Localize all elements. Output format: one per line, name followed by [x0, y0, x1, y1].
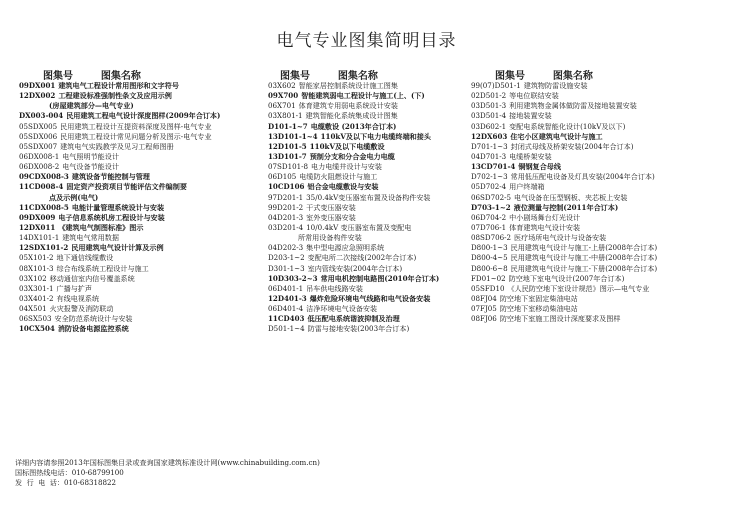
atlas-name: 低压配电系统谐波抑制及治理	[307, 314, 400, 324]
atlas-name: 建筑电气常用数据	[62, 233, 119, 243]
atlas-code: D800-4~5	[471, 253, 508, 263]
catalog-entry	[268, 111, 468, 121]
atlas-name: 体育建筑电气设计安装	[509, 222, 581, 232]
atlas-name: 电气设备在压型钢板、夹芯板上安装	[514, 192, 628, 202]
atlas-code: 10CX504	[19, 324, 55, 334]
atlas-code: 09DX001	[19, 81, 56, 90]
catalog-entry	[471, 111, 721, 121]
atlas-code: 13D101-7	[268, 151, 307, 161]
catalog-entry	[268, 253, 468, 263]
catalog-entry	[268, 81, 468, 91]
atlas-name: 110kV及以下电缆敷设	[309, 141, 385, 151]
atlas-code: 12SDX101-2	[19, 243, 69, 253]
atlas-code: 03X401-2	[19, 293, 54, 303]
atlas-code: 09X700	[268, 91, 299, 101]
atlas-code: 06D401-1	[268, 283, 304, 293]
atlas-code: D203-1~2	[268, 253, 305, 263]
atlas-code: 03D501-3	[471, 101, 507, 111]
catalog-entry	[19, 91, 251, 101]
atlas-name: 民用建筑工程设计常见问题分析及图示-电气专业	[60, 131, 212, 141]
atlas-name: 35/0.4kV变压器室布置及设备构件安装	[306, 192, 431, 202]
footer-hotline: 国标图热线电话：010-68799100	[15, 468, 124, 478]
atlas-name: 民用建筑电气设计与施工-中册(2008年合订本)	[510, 253, 658, 263]
atlas-name: 电能计量管理系统设计与安装	[71, 202, 165, 212]
atlas-name: 工程建设标准强制性条文及应用示例	[58, 91, 172, 101]
atlas-code: D701-1~3	[471, 141, 508, 151]
atlas-name: 广播与扩声	[56, 283, 92, 293]
atlas-code: 07SD101-8	[268, 162, 309, 172]
atlas-name: 电气照明节能设计	[62, 151, 119, 161]
atlas-name: 民用建筑电气设计与施工-上册(2008年合订本)	[510, 243, 658, 253]
atlas-name: 民用建筑工程电气设计深度图样(2009年合订本)	[66, 111, 221, 121]
atlas-name: 防空地下室施工图设计深度要求及图样	[499, 314, 621, 324]
atlas-name: 爆炸危险环境电气线路和电气设备安装	[309, 293, 431, 303]
atlas-code: D501-1~4	[268, 324, 305, 334]
catalog-entry	[19, 253, 251, 263]
atlas-code: 03X301-1	[19, 283, 54, 293]
atlas-name: 民用建筑工程设计互提资料深度及图样-电气专业	[60, 121, 212, 131]
atlas-code: 06D105	[268, 172, 297, 182]
entry-list	[268, 81, 468, 335]
atlas-code: 07D706-1	[471, 222, 507, 232]
atlas-code: 06D401-4	[268, 304, 304, 314]
catalog-entry	[268, 122, 468, 132]
catalog-entry	[19, 182, 251, 192]
atlas-code: 05SDX006	[19, 131, 58, 141]
catalog-entry	[19, 81, 251, 91]
atlas-code: 03D602-1	[471, 121, 507, 131]
catalog-entry	[471, 284, 721, 294]
atlas-name: 固定资产投资项目节能评估文件编制要	[66, 182, 187, 192]
atlas-code: D703-1~2	[471, 202, 511, 212]
catalog-entry	[268, 294, 468, 304]
atlas-name: 液位测量与控制(2011年合订本)	[513, 202, 619, 212]
catalog-entry	[471, 294, 721, 304]
catalog-entry	[471, 213, 721, 223]
atlas-name: 建筑物防雷设施安装	[523, 81, 588, 90]
atlas-name: 变配电所二次接线(2002年合订本)	[307, 253, 417, 263]
atlas-code: 06DX008-1	[19, 151, 60, 161]
atlas-name: 火灾报警及消防联动	[49, 304, 114, 314]
catalog-entry	[471, 182, 721, 192]
atlas-name: 《人民防空地下室设计规范》图示—电气专业	[507, 283, 650, 293]
catalog-entry	[471, 132, 721, 142]
catalog-entry	[19, 274, 251, 284]
catalog-entry	[19, 172, 251, 182]
catalog-entry	[19, 294, 251, 304]
catalog-entry	[268, 182, 468, 192]
atlas-code: 13D101-1~4	[268, 131, 318, 141]
catalog-entry	[471, 142, 721, 152]
atlas-name: 封闭式母线及桥架安装(2004年合订本)	[510, 141, 634, 151]
atlas-name: 建筑设备节能控制与管理	[71, 172, 150, 182]
atlas-code: 14DX101-1	[19, 233, 60, 243]
catalog-entry	[471, 253, 721, 263]
atlas-code: 08FJ04	[471, 293, 497, 303]
atlas-code: 04D201-3	[268, 212, 304, 222]
catalog-entry	[268, 152, 468, 162]
atlas-name: 电子信息系统机房工程设计与安装	[58, 212, 165, 222]
atlas-code: 06SX503	[19, 314, 52, 324]
atlas-name: 室外变压器安装	[306, 212, 356, 222]
atlas-name: 民用建筑电气设计计算及示例	[71, 243, 164, 253]
atlas-code: 05SDX005	[19, 121, 58, 131]
atlas-code: 06D704-2	[471, 212, 507, 222]
catalog-entry	[471, 162, 721, 172]
atlas-name: 防空地下室固定柴油电站	[499, 293, 578, 303]
column-header: 图集号 图集名称	[495, 71, 593, 82]
atlas-code: 10CD106	[268, 182, 305, 192]
atlas-code: D101-1~7	[268, 121, 308, 131]
catalog-column-2	[268, 67, 468, 335]
atlas-name: 常用电机控制电路图(2010年合订本)	[320, 273, 440, 283]
atlas-code: 04D701-3	[471, 151, 507, 161]
atlas-name: 常用低压配电设备及灯具安装(2004年合订本)	[510, 172, 655, 182]
atlas-name: 民用建筑电气设计与施工-下册(2008年合订本)	[510, 263, 658, 273]
atlas-name: 变配电系统智能化设计(10kV及以下)	[509, 121, 626, 131]
catalog-entry	[19, 213, 251, 223]
atlas-name: 所常用设备构件安装	[298, 233, 362, 243]
atlas-code: 11CD008-4	[19, 182, 64, 192]
catalog-entry	[268, 203, 468, 213]
atlas-code: 11CD403	[268, 314, 305, 324]
atlas-name: 《建筑电气制图标准》图示	[58, 222, 144, 232]
atlas-name: 室内管线安装(2004年合订本)	[307, 263, 403, 273]
atlas-code: 05D702-4	[471, 182, 507, 192]
catalog-entry	[268, 132, 468, 142]
footer-distribution-phone: 发 行 电 话：010-68318822	[15, 478, 117, 488]
atlas-name: 建筑智能化系统集成设计图集	[305, 111, 398, 121]
atlas-code: DX003-004	[19, 111, 64, 121]
atlas-code: D301-1~3	[268, 263, 305, 273]
atlas-name: 电缆敷设 (2013年合订本)	[310, 121, 397, 131]
catalog-entry	[471, 304, 721, 314]
atlas-code: D702-1~3	[471, 172, 508, 182]
atlas-name: 电气设备节能设计	[62, 162, 119, 172]
atlas-name: 住宅小区建筑电气设计与施工	[510, 131, 603, 141]
catalog-entry	[268, 91, 468, 101]
catalog-entry	[268, 142, 468, 152]
catalog-entry	[268, 172, 468, 182]
atlas-name: 有线电视系统	[56, 293, 100, 303]
catalog-entry	[19, 132, 251, 142]
catalog-column-1	[19, 67, 251, 335]
catalog-entry	[19, 233, 251, 243]
atlas-code: 12DX002	[19, 91, 56, 101]
catalog-entry	[19, 203, 251, 213]
atlas-name: 利用建筑物金属体做防雷及接地装置安装	[509, 101, 637, 111]
atlas-code: 09CDX008-3	[19, 172, 69, 182]
catalog-entry	[19, 152, 251, 162]
catalog-entry	[268, 324, 468, 334]
atlas-code: 05SFD10	[471, 283, 505, 293]
atlas-name: 电力电缆井设计与安装	[311, 162, 382, 172]
catalog-entry	[471, 101, 721, 111]
catalog-entry	[471, 91, 721, 101]
catalog-entry	[471, 122, 721, 132]
catalog-entry	[19, 162, 251, 172]
catalog-entry	[19, 142, 251, 152]
atlas-code: 04D202-3	[268, 243, 304, 253]
atlas-name: 用户终端箱	[509, 182, 545, 192]
atlas-name: 点及示例(电气)	[49, 192, 99, 202]
catalog-entry	[19, 314, 251, 324]
atlas-code: 03X602	[268, 81, 296, 90]
atlas-code: 99D201-2	[268, 202, 304, 212]
catalog-entry	[19, 193, 251, 203]
entry-list	[19, 81, 251, 335]
atlas-name: 建筑电气工程设计常用图形和文字符号	[58, 81, 179, 90]
atlas-code: 04X501	[19, 304, 47, 314]
catalog-entry	[471, 203, 721, 213]
atlas-name: 消防设备电源监控系统	[57, 324, 129, 334]
atlas-name: 防空地下室电气设计(2007年合订本)	[508, 273, 625, 283]
atlas-code: 12DX603	[471, 131, 508, 141]
atlas-name: 安全防范系统设计与安装	[54, 314, 133, 324]
atlas-code: 02D501-2	[471, 91, 507, 101]
catalog-entry	[268, 193, 468, 203]
catalog-entry	[268, 101, 468, 111]
catalog-entry	[471, 243, 721, 253]
atlas-code: 03D201-4	[268, 222, 304, 232]
atlas-name: 建筑电气实践教学及见习工程师图册	[60, 141, 174, 151]
atlas-name: 接地装置安装	[509, 111, 552, 121]
catalog-entry	[268, 314, 468, 324]
entry-list	[471, 81, 721, 324]
atlas-code: D800-1~3	[471, 243, 508, 253]
atlas-name: 防空地下室移动柴油电站	[499, 304, 578, 314]
atlas-name: 铝合金电缆敷设与安装	[307, 182, 379, 192]
atlas-name: (房屋建筑部分—电气专业)	[49, 101, 134, 111]
catalog-entry	[19, 284, 251, 294]
atlas-code: 06DX008-2	[19, 162, 60, 172]
catalog-entry	[268, 223, 468, 233]
catalog-entry	[19, 264, 251, 274]
atlas-name: 预制分支和分合金电力电缆	[309, 151, 395, 161]
column-header: 图集号 图集名称	[43, 71, 141, 82]
catalog-entry	[471, 274, 721, 284]
catalog-entry	[471, 264, 721, 274]
atlas-code: 11CDX008-5	[19, 202, 69, 212]
footer-reference-note: 详细内容请参照2013年国标图集目录或查询国家建筑标准设计网(www.chinabuilding.com.cn)	[15, 458, 320, 467]
atlas-name: 铜钢复合母线	[518, 162, 561, 172]
atlas-name: 电缆防火阻燃设计与施工	[299, 172, 378, 182]
atlas-code: 12D101-5	[268, 141, 307, 151]
atlas-name: 医疗场所电气设计与设备安装	[514, 233, 607, 243]
page-title: 电气专业图集简明目录	[276, 31, 457, 51]
atlas-code: 03X801-1	[268, 111, 303, 121]
atlas-name: 移动通信室内信号覆盖系统	[49, 273, 135, 283]
catalog-entry	[268, 264, 468, 274]
catalog-entry	[19, 223, 251, 233]
catalog-column-3	[471, 67, 721, 324]
atlas-code: 09DX009	[19, 212, 56, 222]
atlas-code: 05X101-2	[19, 253, 54, 263]
atlas-name: 干式变压器安装	[306, 202, 356, 212]
atlas-code: 10D303-2~3	[268, 273, 318, 283]
atlas-code: 12D401-3	[268, 293, 307, 303]
atlas-code: 07FJ05	[471, 304, 497, 314]
atlas-name: 综合布线系统工程设计与施工	[56, 263, 149, 273]
atlas-name: 集中型电源应急照明系统	[306, 243, 385, 253]
catalog-entry	[268, 274, 468, 284]
catalog-entry	[471, 193, 721, 203]
atlas-code: 99(07)D501-1	[471, 81, 521, 90]
atlas-code: 97D201-1	[268, 192, 304, 202]
catalog-entry	[471, 314, 721, 324]
atlas-code: 08FJ06	[471, 314, 497, 324]
catalog-entry	[268, 213, 468, 223]
catalog-entry	[471, 81, 721, 91]
atlas-name: 中小剧场舞台灯光设计	[509, 212, 581, 222]
atlas-code: 03D501-4	[471, 111, 507, 121]
atlas-name: 体育建筑专用弱电系统设计安装	[298, 101, 398, 111]
atlas-name: 智能建筑弱电工程设计与施工(上、(下)	[301, 91, 425, 101]
catalog-entry	[19, 111, 251, 121]
atlas-name: 吊车供电线路安装	[306, 283, 363, 293]
catalog-entry	[268, 284, 468, 294]
atlas-code: 13CD701-4	[471, 162, 516, 172]
catalog-entry	[19, 122, 251, 132]
atlas-name: 防雷与接地安装(2003年合订本)	[307, 324, 410, 334]
atlas-name: 10/0.4kV 变压器室布置及变配电	[306, 222, 412, 232]
catalog-entry	[268, 243, 468, 253]
atlas-code: 08SD706-2	[471, 233, 512, 243]
catalog-entry	[268, 162, 468, 172]
column-header: 图集号 图集名称	[280, 71, 378, 82]
atlas-code: 05SDX007	[19, 141, 58, 151]
atlas-name: 地下通信线缆敷设	[56, 253, 114, 263]
catalog-entry	[268, 233, 468, 243]
atlas-name: 洁净环境电气设备安装	[306, 304, 378, 314]
catalog-entry	[471, 223, 721, 233]
catalog-entry	[19, 101, 251, 111]
catalog-entry	[268, 304, 468, 314]
catalog-entry	[19, 243, 251, 253]
atlas-code: 03X102	[19, 273, 47, 283]
catalog-entry	[471, 152, 721, 162]
atlas-name: 电缆桥架安装	[509, 151, 552, 161]
atlas-code: 08X101-3	[19, 263, 54, 273]
atlas-code: D800-6~8	[471, 263, 508, 273]
catalog-entry	[19, 324, 251, 334]
catalog-entry	[471, 172, 721, 182]
atlas-code: 12DX011	[19, 222, 56, 232]
atlas-name: 智能家居控制系统设计施工图集	[298, 81, 398, 90]
atlas-name: 等电位联结安装	[509, 91, 559, 101]
catalog-entry	[471, 233, 721, 243]
atlas-code: 06SD702-5	[471, 192, 512, 202]
catalog-entry	[19, 304, 251, 314]
atlas-code: 06X701	[268, 101, 296, 111]
atlas-name: 110kV及以下电力电缆终端和接头	[320, 131, 431, 141]
footer-contact-info	[15, 458, 320, 489]
atlas-code: FD01~02	[471, 273, 506, 283]
